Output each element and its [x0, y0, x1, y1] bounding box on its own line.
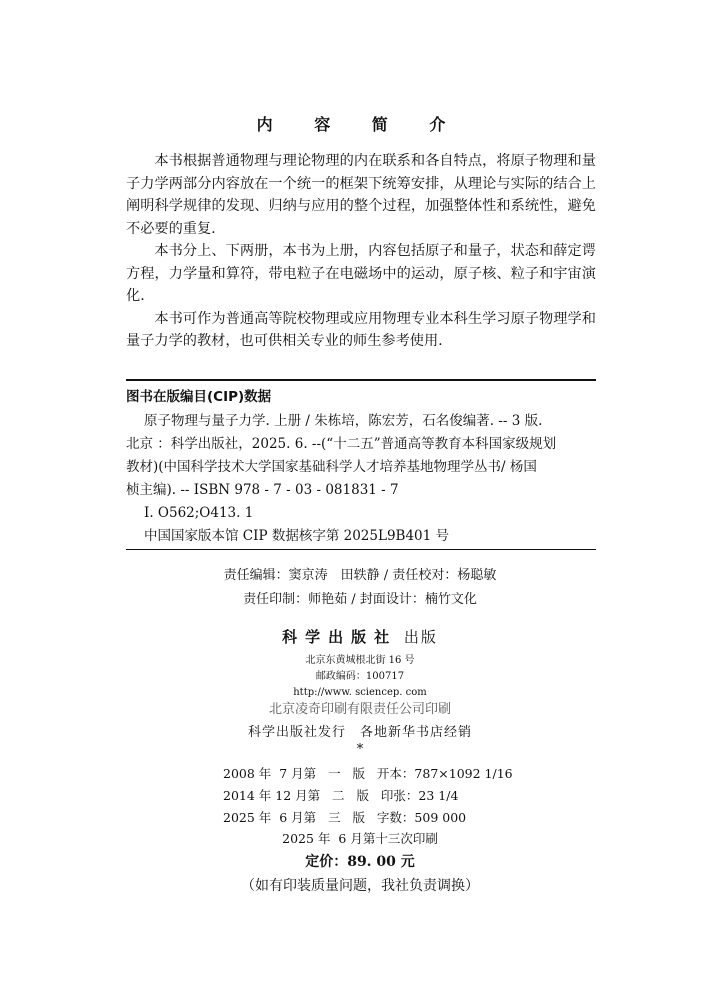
editorial-credits — [0, 564, 720, 612]
cip-top-rule — [126, 379, 596, 381]
summary-section — [126, 150, 596, 353]
printer-line: 北京凌奇印刷有限责任公司印刷 — [268, 702, 451, 717]
postcode-line: 邮政编码：100717 — [315, 671, 405, 682]
edition-details — [223, 763, 513, 829]
edition-line: 2025 年 6 月第 三 版 字数：509 000 — [223, 810, 467, 825]
credits-line: 责任编辑：窦京涛 田轶静 / 责任校对：杨聪敏 — [223, 568, 497, 583]
cip-line: 中国国家版本馆 CIP 数据核字第 2025L9B401 号 — [144, 528, 450, 544]
summary-paragraph: 本书可作为普通高等院校物理或应用物理专业本科生学习原子物理学和量子力学的教材，也可供相关专业的师生参考使用. — [126, 310, 596, 349]
distribution-line: 科学出版社发行 各地新华书店经销 — [247, 725, 472, 740]
edition-line: 2008 年 7 月第 一 版 开本：787×1092 1/16 — [223, 766, 513, 781]
cip-line: 北京 ：科学出版社，2025. 6. --(“十二五”普通高等教育本科国家级规划 — [126, 436, 557, 452]
cip-line: 教材)(中国科学技术大学国家基础科学人才培养基地物理学丛书/ 杨国 — [126, 459, 537, 475]
cip-line: Ⅰ. O562;O413. 1 — [144, 505, 254, 521]
summary-paragraph: 本书分上、下两册，本书为上册，内容包括原子和量子，状态和薛定谔方程，力学量和算符，带电粒子在电磁场中的运动，原子核、粒子和宇宙演化. — [126, 243, 596, 304]
cip-heading: 图书在版编目(CIP)数据 — [126, 389, 272, 405]
price-line: 定价：89. 00 元 — [305, 854, 415, 870]
quality-notice: （如有印装质量问题，我社负责调换） — [241, 878, 479, 894]
publisher-line — [0, 626, 720, 647]
separator-asterisk: * — [356, 742, 364, 757]
cip-line: 桢主编). -- ISBN 978 - 7 - 03 - 081831 - 7 — [126, 482, 399, 498]
edition-line: 2014 年 12 月第 二 版 印张：23 1/4 — [223, 788, 459, 803]
publisher-address — [0, 653, 720, 701]
print-run-line: 2025 年 6 月第十三次印刷 — [282, 831, 438, 846]
cip-bottom-rule — [126, 549, 596, 550]
summary-paragraph: 本书根据普通物理与理论物理的内在联系和各自特点，将原子物理和量子力学两部分内容放在一个统一的框架下统筹安排，从理论与实际的结合上阐明科学规律的发现、归纳与应用的整个过程，加强整体性和系统性，避免不必要的重复. — [126, 153, 596, 237]
publisher-suffix: 出版 — [403, 628, 438, 646]
address-line: 北京东黄城根北街 16 号 — [305, 655, 415, 666]
publisher-name: 科学出版社 — [282, 628, 398, 646]
credits-line: 责任印制：师艳茹 / 封面设计：楠竹文化 — [243, 592, 477, 607]
cip-line: 原子物理与量子力学. 上册 / 朱栋培，陈宏芳，石名俊编著. -- 3 版. — [144, 413, 543, 429]
cip-record — [126, 410, 596, 548]
website-url: http://www. sciencep. com — [293, 687, 427, 698]
page-title: 内 容 简 介 — [256, 115, 464, 134]
